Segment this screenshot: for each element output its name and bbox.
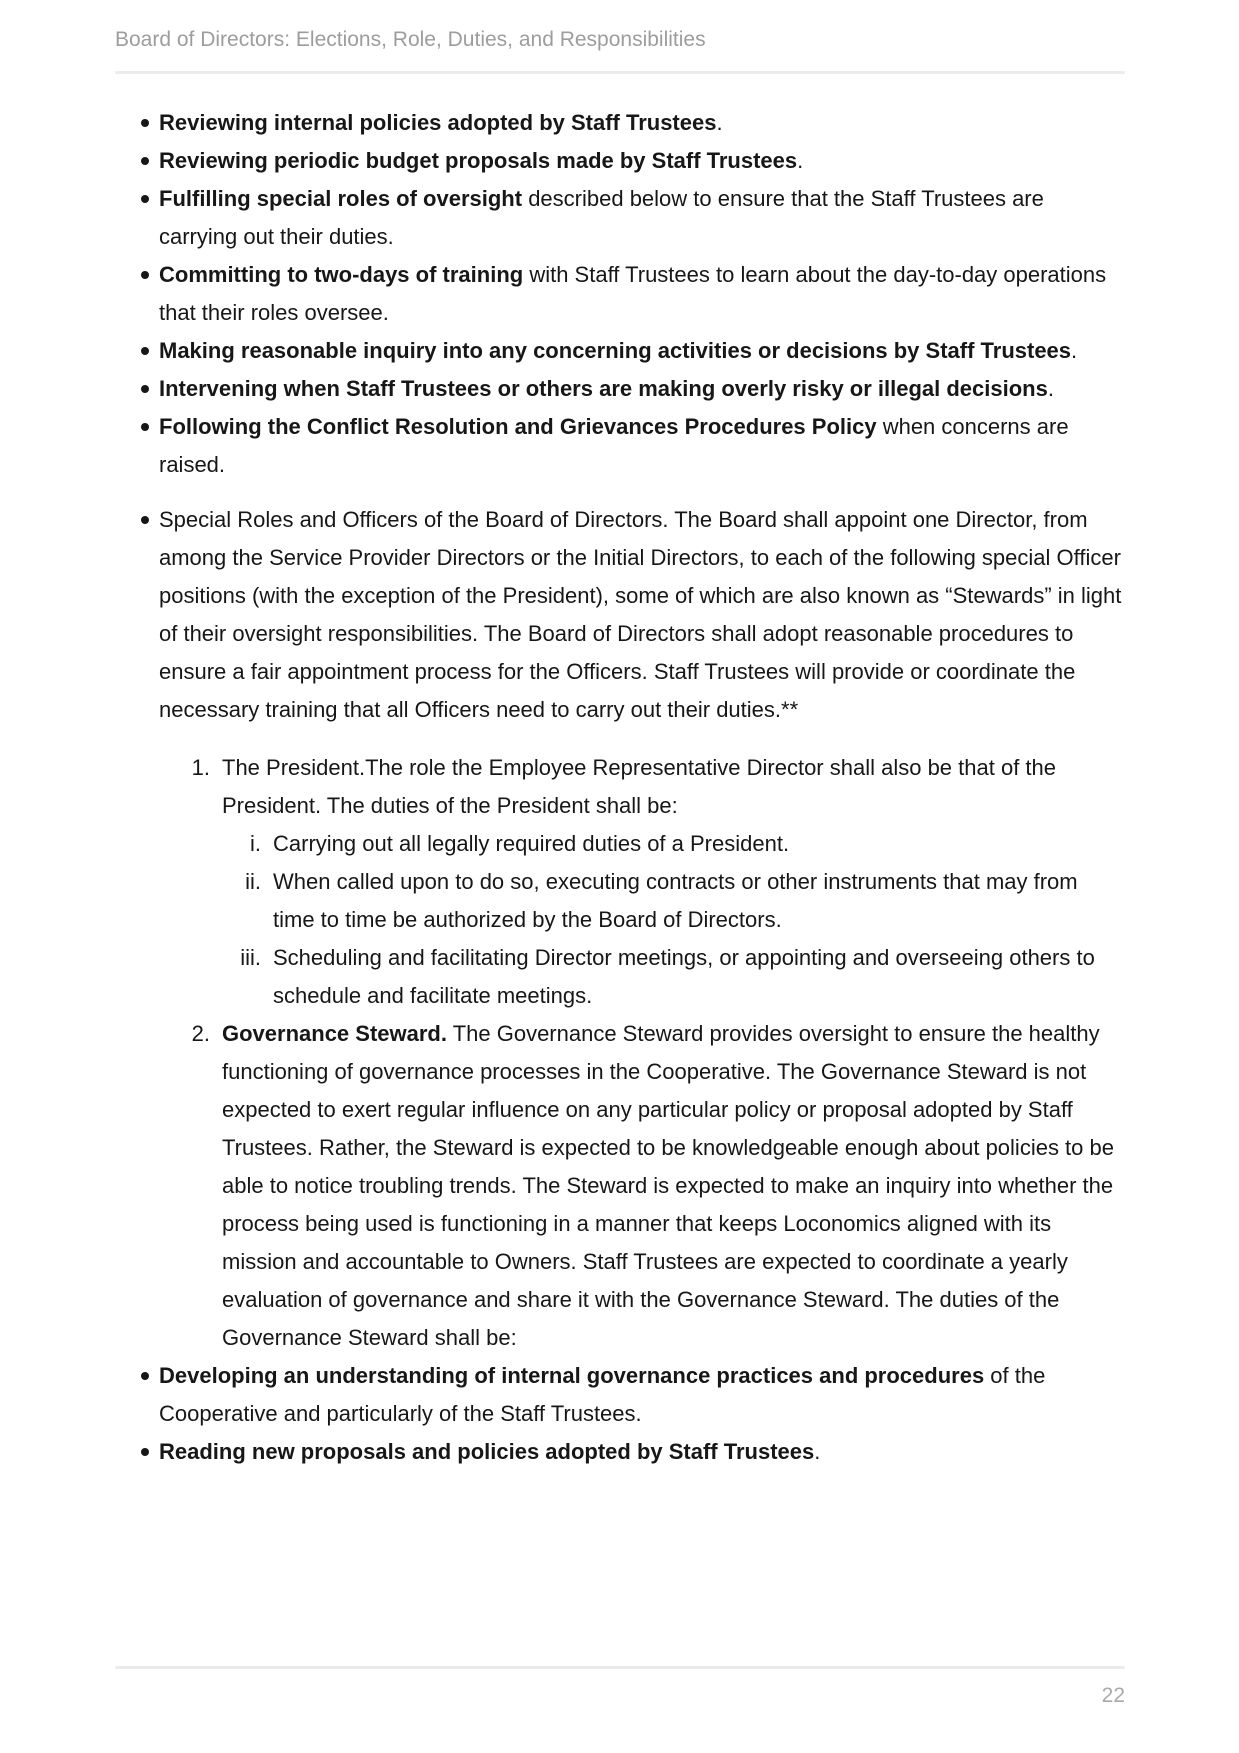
- numbered-item-governance-steward: [115, 1015, 1125, 1357]
- bullet-icon: [141, 516, 149, 524]
- sub-item: [115, 939, 1125, 1015]
- list-item-bold-text: Reading new proposals and policies adopted by Staff Trustees: [159, 1439, 815, 1464]
- list-item-text: .: [1071, 338, 1078, 363]
- bullet-icon: [141, 157, 149, 165]
- list-numeral: ii.: [245, 869, 261, 894]
- list-item: [115, 1357, 1125, 1433]
- list-item-text: .: [1047, 376, 1054, 401]
- sub-item: [115, 863, 1125, 939]
- list-item: [115, 408, 1125, 484]
- list-item-bold-text: Reviewing periodic budget proposals made by Staff Trustees: [159, 148, 798, 173]
- list-item: [115, 332, 1125, 370]
- list-item-bold-text: Making reasonable inquiry into any concerning activities or decisions by Staff Trustees: [159, 338, 1072, 363]
- list-item-text: The Governance Steward provides oversight to ensure the healthy functioning of governance processes in the Cooperative. The Governance Steward is not expected to exert regular influence on any particular policy or proposal adopted by Staff Trustees. Rather, the Steward is expected to be knowledgeable enough about policies to be able to notice troubling trends. The Steward is expected to make an inquiry into whether the process being used is functioning in a manner that keeps Loconomics aligned with its mission and accountable to Owners. Staff Trustees are expected to coordinate a yearly evaluation of governance and share it with the Governance Steward. The duties of the Governance Steward shall be:: [222, 1021, 1114, 1350]
- bullet-icon: [141, 119, 149, 127]
- list-item-text: .: [814, 1439, 821, 1464]
- list-item-text: of the Cooperative and particularly of the Staff Trustees.: [159, 1363, 1046, 1426]
- list-item: [115, 1433, 1125, 1471]
- list-item-text: The President.The role the Employee Representative Director shall also be that of the President. The duties of the President shall be:: [222, 755, 1057, 818]
- numbered-item-president: [115, 749, 1125, 825]
- list-number: 2.: [191, 1021, 210, 1046]
- list-item-bold-text: Governance Steward.: [222, 1021, 447, 1046]
- list-item: [115, 256, 1125, 332]
- list-item-bold-text: Committing to two-days of training: [159, 262, 524, 287]
- list-item-bold-text: Following the Conflict Resolution and Grievances Procedures Policy: [159, 414, 877, 439]
- list-numeral: i.: [250, 831, 261, 856]
- list-item-bold-text: Developing an understanding of internal governance practices and procedures: [159, 1363, 985, 1388]
- list-item-text: Scheduling and facilitating Director meetings, or appointing and overseeing others to schedule and facilitate meetings.: [273, 945, 1095, 1008]
- list-item-text: with Staff Trustees to learn about the day-to-day operations that their roles oversee.: [159, 262, 1107, 325]
- bullet-icon: [141, 1448, 149, 1456]
- list-item: [115, 142, 1125, 180]
- list-item-text: When called upon to do so, executing contracts or other instruments that may from time to time be authorized by the Board of Directors.: [273, 869, 1078, 932]
- list-item-bold-text: Reviewing internal policies adopted by Staff Trustees: [159, 110, 717, 135]
- list-item-bold-text: Fulfilling special roles of oversight: [159, 186, 523, 211]
- list-item-text: Special Roles and Officers of the Board of Directors. The Board shall appoint one Director, from among the Service Provider Directors or the Initial Directors, to each of the following special Officer positions (with the exception of the President), some of which are also known as “Stewards” in light of their oversight responsibilities. The Board of Directors shall adopt reasonable procedures to ensure a fair appointment process for the Officers. Staff Trustees will provide or coordinate the necessary training that all Officers need to carry out their duties.**: [159, 507, 1122, 722]
- list-item: [115, 370, 1125, 408]
- bullet-icon: [141, 271, 149, 279]
- bullet-icon: [141, 385, 149, 393]
- list-item-text: Carrying out all legally required duties of a President.: [273, 831, 790, 856]
- list-number: 1.: [191, 755, 210, 780]
- list-item: [115, 180, 1125, 256]
- list-item-text: .: [797, 148, 804, 173]
- list-item-text: when concerns are raised.: [159, 414, 1069, 477]
- page-header-title: Board of Directors: Elections, Role, Duties, and Responsibilities: [115, 28, 706, 51]
- footer-divider: [115, 1666, 1125, 1669]
- list-item-bold-text: Intervening when Staff Trustees or others are making overly risky or illegal decisions: [159, 376, 1048, 401]
- list-item-special-roles: [115, 501, 1125, 729]
- list-item-text: described below to ensure that the Staff Trustees are carrying out their duties.: [159, 186, 1044, 249]
- header-divider: [115, 71, 1125, 74]
- list-item-text: .: [716, 110, 723, 135]
- list-numeral: iii.: [240, 945, 261, 970]
- list-item: [115, 104, 1125, 142]
- bullet-icon: [141, 195, 149, 203]
- page-number: 22: [1101, 1684, 1125, 1707]
- document-body: [115, 104, 1125, 1471]
- bullet-icon: [141, 423, 149, 431]
- bullet-icon: [141, 347, 149, 355]
- bullet-icon: [141, 1372, 149, 1380]
- sub-item: [115, 825, 1125, 863]
